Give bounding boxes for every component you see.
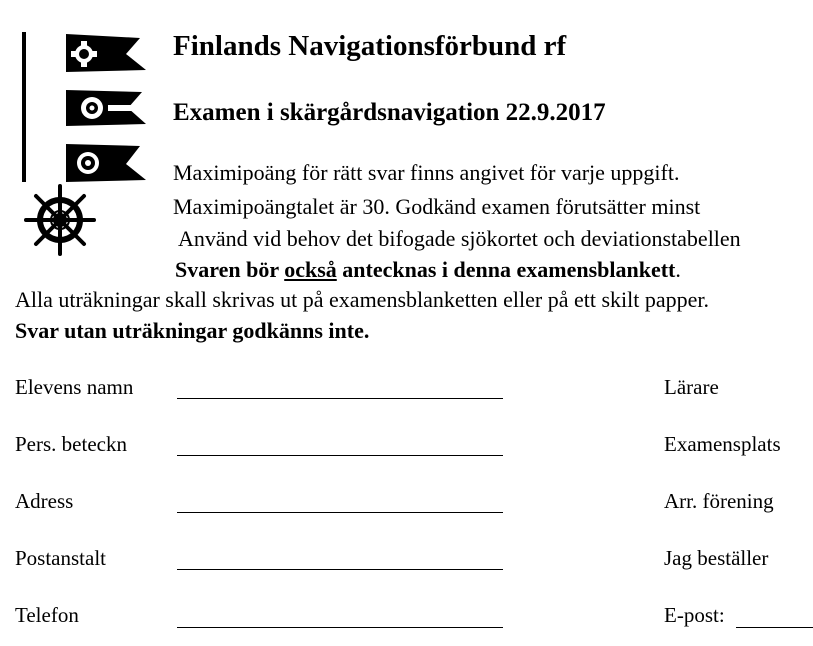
field-label-exam-location: Examensplats: [664, 432, 781, 456]
phone-line[interactable]: [177, 627, 503, 628]
instruction-line-4-rest: antecknas i denna examensblankett: [336, 257, 676, 282]
field-label-organizing-club: Arr. förening: [664, 489, 774, 513]
instruction-line-1: Maximipoäng för rätt svar finns angivet för varje uppgift.: [173, 160, 680, 185]
instruction-line-3: Använd vid behov det bifogade sjökortet och deviationstabellen: [178, 226, 741, 251]
field-label-student-name: Elevens namn: [15, 375, 134, 399]
instruction-line-2: Maximipoängtalet är 30. Godkänd examen förutsätter minst: [173, 194, 701, 219]
instruction-line-4: [175, 259, 681, 281]
field-label-post-office: Postanstalt: [15, 546, 107, 570]
address-line[interactable]: [177, 512, 503, 513]
personal-id-line[interactable]: [177, 455, 503, 456]
instruction-line-4-period: .: [675, 257, 681, 282]
field-label-phone: Telefon: [15, 603, 79, 627]
exam-title: Examen i skärgårdsnavigation 22.9.2017: [173, 99, 606, 126]
organization-title: Finlands Navigationsförbund rf: [173, 30, 567, 62]
instruction-emphasis-ocksa: också: [284, 257, 337, 282]
field-label-address: Adress: [15, 489, 74, 513]
instruction-line-4-start: Svaren bör: [175, 257, 285, 282]
instruction-line-6: Svar utan uträkningar godkänns inte.: [15, 318, 370, 343]
navigation-federation-logo-icon: [22, 32, 152, 262]
post-office-line[interactable]: [177, 569, 503, 570]
field-label-personal-id: Pers. beteckn: [15, 432, 127, 456]
field-label-teacher: Lärare: [664, 375, 719, 399]
field-label-email: E-post:: [664, 603, 725, 627]
student-name-line[interactable]: [177, 398, 503, 399]
field-label-order: Jag beställer: [664, 546, 769, 570]
instruction-line-5: Alla uträkningar skall skrivas ut på examensblanketten eller på ett skilt papper.: [15, 287, 710, 312]
email-line[interactable]: [736, 627, 813, 628]
